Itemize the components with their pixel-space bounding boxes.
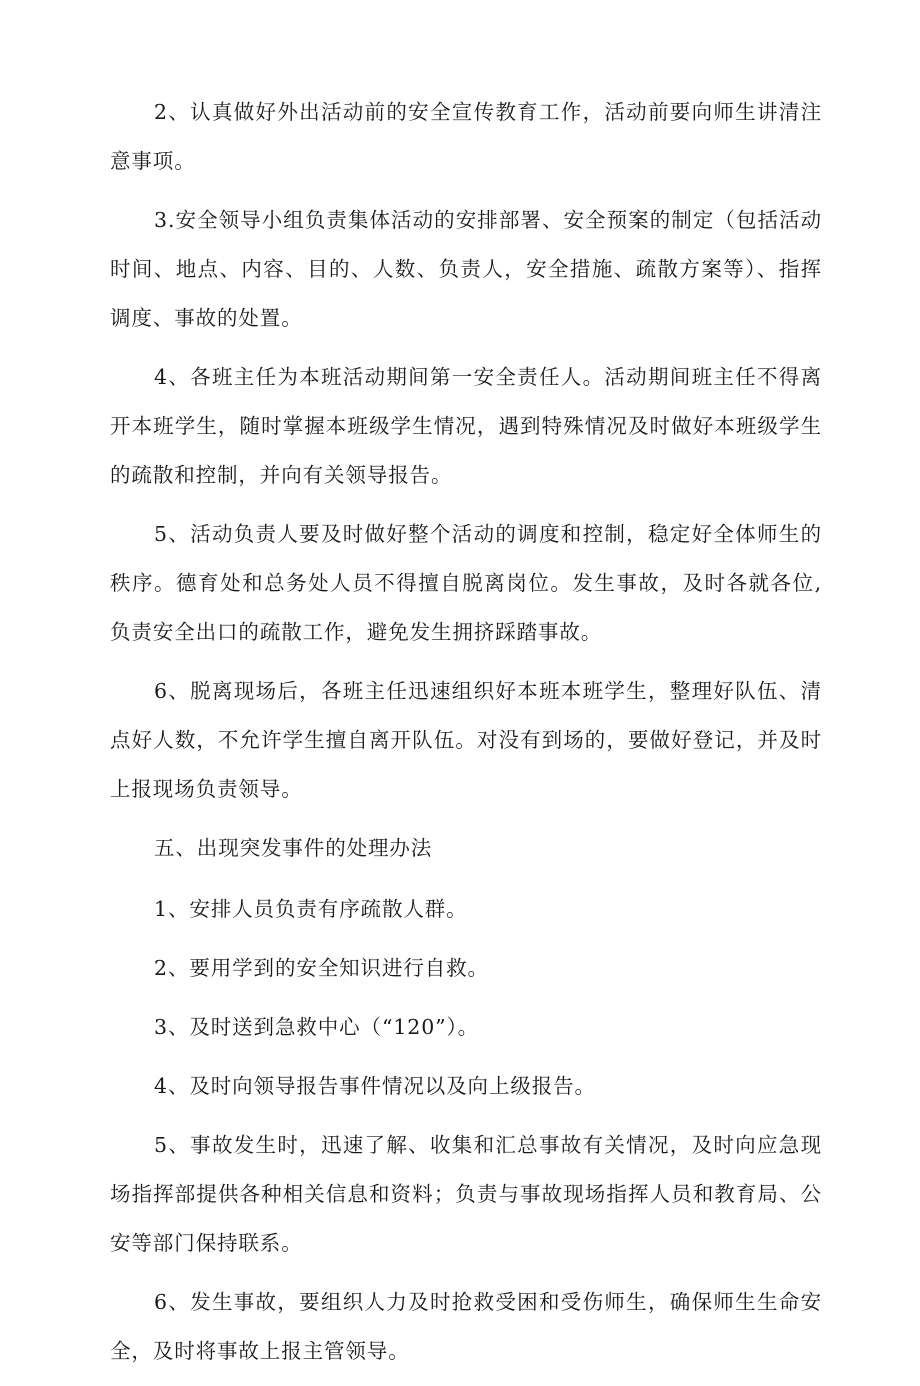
list-item-4: 4、及时向领导报告事件情况以及向上级报告。	[154, 1074, 596, 1098]
paragraph-2: 2、认真做好外出活动前的安全宣传教育工作，活动前要向师生讲清注意事项。	[110, 100, 822, 173]
paragraph-6: 6、脱离现场后，各班主任迅速组织好本班本班学生，整理好队伍、清点好人数，不允许学生擅自离开队伍。对没有到场的，要做好登记，并及时上报现场负责领导。	[110, 679, 822, 801]
list-item-5: 5、事故发生时，迅速了解、收集和汇总事故有关情况，及时向应急现场指挥部提供各种相关信息和资料；负责与事故现场指挥人员和教育局、公安等部门保持联系。	[110, 1133, 822, 1255]
list-item-2: 2、要用学到的安全知识进行自救。	[154, 956, 489, 980]
list-item-1: 1、安排人员负责有序疏散人群。	[154, 897, 468, 921]
section-heading: 五、出现突发事件的处理办法	[154, 836, 433, 860]
list-item-3: 3、及时送到急救中心（“120”）。	[154, 1015, 480, 1039]
list-item-6: 6、发生事故，要组织人力及时抢救受困和受伤师生，确保师生生命安全，及时将事故上报主管领导。	[110, 1290, 822, 1363]
document-page	[110, 88, 822, 1386]
paragraph-5: 5、活动负责人要及时做好整个活动的调度和控制，稳定好全体师生的秩序。德育处和总务处人员不得擅自脱离岗位。发生事故，及时各就各位,负责安全出口的疏散工作，避免发生拥挤踩踏事故。	[110, 522, 822, 644]
paragraph-3: 3.安全领导小组负责集体活动的安排部署、安全预案的制定（包括活动时间、地点、内容、目的、人数、负责人，安全措施、疏散方案等）、指挥调度、事故的处置。	[110, 208, 822, 330]
paragraph-4: 4、各班主任为本班活动期间第一安全责任人。活动期间班主任不得离开本班学生，随时掌握本班级学生情况，遇到特殊情况及时做好本班级学生的疏散和控制，并向有关领导报告。	[110, 365, 822, 487]
